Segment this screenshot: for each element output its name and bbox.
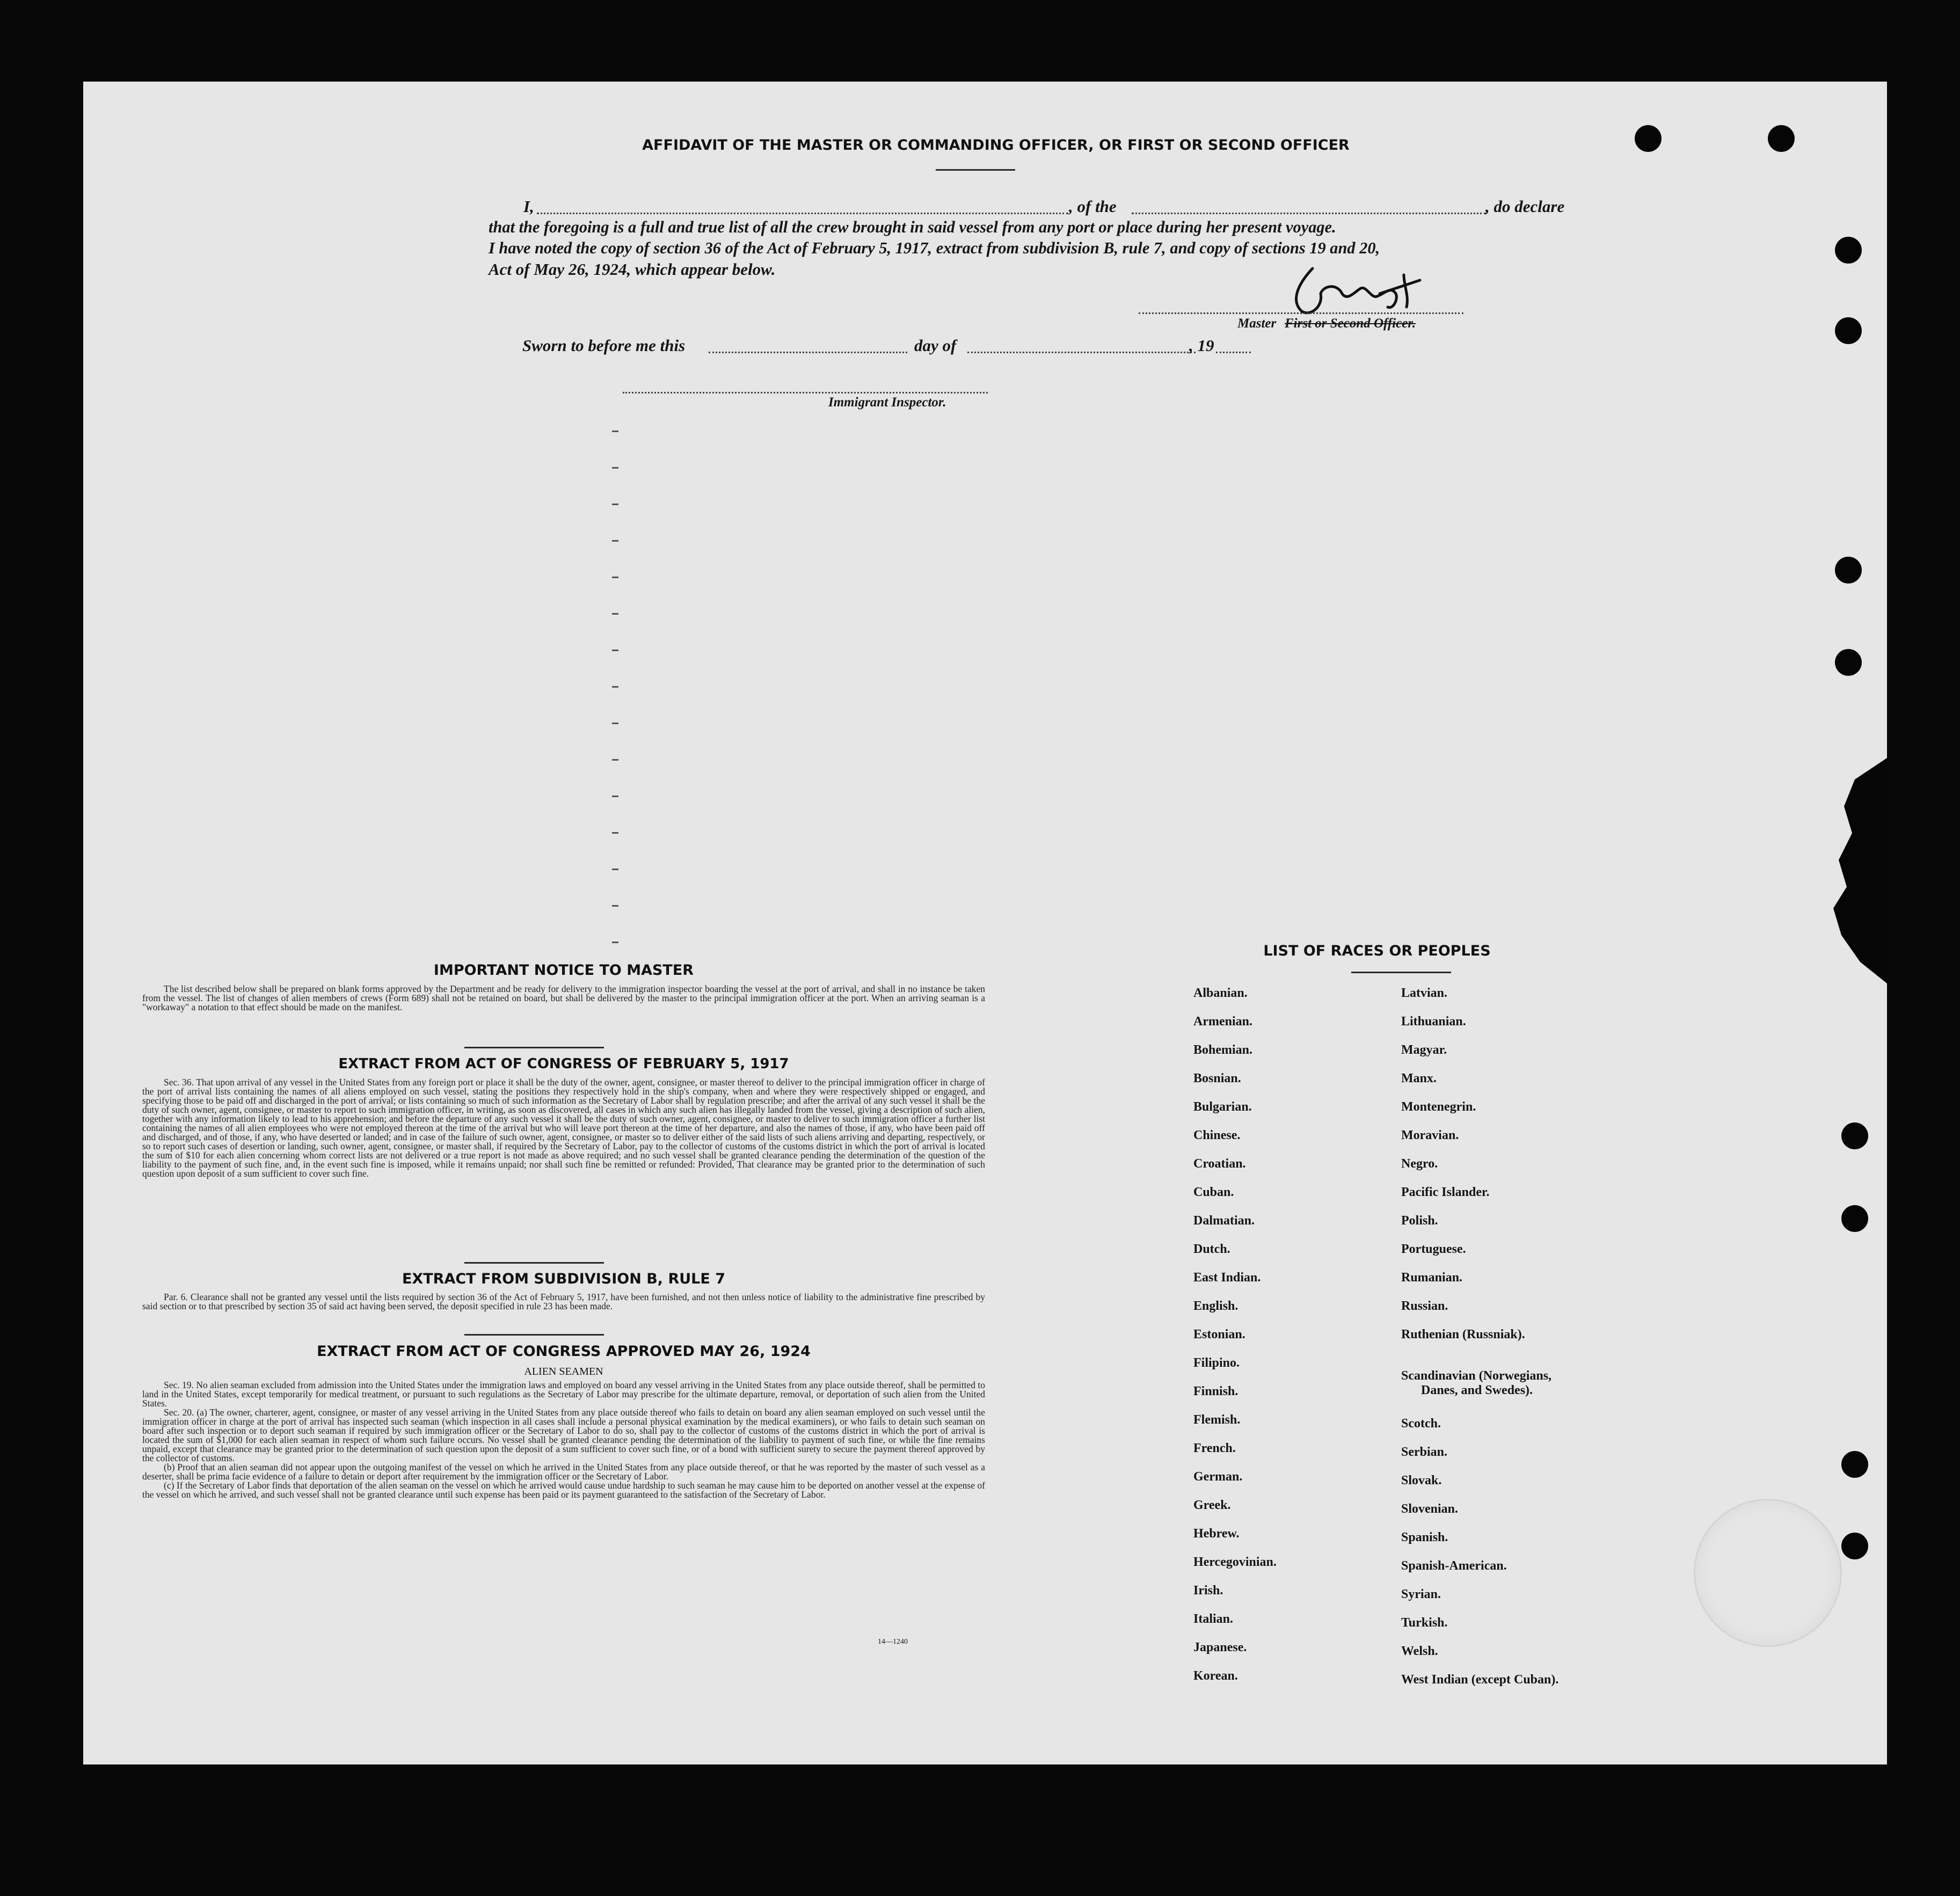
vessel-field[interactable] xyxy=(1132,213,1486,214)
inspector-signature-line xyxy=(623,392,988,393)
race-item: Spanish. xyxy=(1401,1530,1448,1544)
document-page xyxy=(83,82,1887,1764)
race-item: Croatian. xyxy=(1193,1157,1246,1171)
punch-hole xyxy=(1635,125,1662,152)
notice-paragraph: The list described below shall be prepared on blank forms approved by the Department and be ready for delivery to the immigration inspector boarding the vessel at the port of arrival, and shall in no instance be taken from the vessel. The list of changes of alien members of crews (Form 689) shall not be retained on board, but shall be delivered by the master to the principal immigration officer at the port. When an arriving seaman is a "workaway" a notation to that effect should be made on the manifest. xyxy=(142,983,985,1012)
punch-hole xyxy=(1835,649,1862,676)
margin-tick xyxy=(612,577,618,578)
punch-hole xyxy=(1835,237,1862,264)
punch-hole xyxy=(1835,317,1862,344)
extract-rule7-title: EXTRACT FROM SUBDIVISION B, RULE 7 xyxy=(402,1271,726,1287)
margin-tick xyxy=(612,942,618,943)
race-item: Scotch. xyxy=(1401,1417,1441,1431)
race-item: Scandinavian (Norwegians, xyxy=(1401,1369,1552,1383)
master-signature xyxy=(1243,264,1458,318)
margin-tick xyxy=(612,650,618,651)
section-36-paragraph: Sec. 36. That upon arrival of any vessel in the United States from any foreign port or place it shall be the duty of the owner, agent, consignee, or master thereof to deliver to the principal immigration officer in charge of the port of arrival lists containing the names of all aliens employed on such vessel, stating the positions they respectively hold in the ship's company, when and where they were respectively shipped or engaged, and specifying those to be paid off and discharged in the port of arrival; or lists containing so much of such information as the Secretary of Labor shall by regulation prescribe; and after the arrival of any such vessel it shall be the duty of such owner, agent, consignee, or master to report to such immigration officer, in writing, as soon as discovered, all cases in which any such alien has illegally landed from the vessel, giving a description of such alien, together with any information likely to lead to his apprehension; and before the departure of any such vessel it shall be the duty of such owner, agent, consignee, or master to deliver to such immigration officer a further list containing the names of all alien employees who were not employed thereon at the time of the arrival but who will leave port thereon at the time of her departure, and also the names of those, if any, who have been paid off and discharged, and of those, if any, who have deserted or landed; and in case of the failure of such owner, agent, consignee, or master so to deliver either of the said lists of such aliens arriving and departing, respectively, or so to report such cases of desertion or landing, such owner, agent, consignee, or master shall, if required by the Secretary of Labor, pay to the collector of customs of the customs district in which the port of arrival is located the sum of $10 for each alien concerning whom correct lists are not delivered or a true report is not made as above required; and no such vessel shall be granted clearance pending the determination of the question of the liability to the payment of such fine, and, in the event such fine is imposed, while it remains unpaid; nor shall such fine be remitted or refunded: Provided, That clearance may be granted prior to the determination of such question upon deposit of a sum sufficient to cover such fine. xyxy=(142,1077,985,1179)
race-item: Bulgarian. xyxy=(1193,1100,1252,1114)
margin-tick xyxy=(612,796,618,797)
race-item: French. xyxy=(1193,1441,1236,1455)
race-item: Montenegrin. xyxy=(1401,1100,1476,1114)
race-item: Pacific Islander. xyxy=(1401,1185,1490,1199)
margin-tick xyxy=(612,467,618,469)
race-item: Estonian. xyxy=(1193,1328,1245,1341)
race-item: Flemish. xyxy=(1193,1413,1241,1427)
punch-hole xyxy=(1835,557,1862,584)
signature-caption-struck: First or Second Officer. xyxy=(1285,316,1416,331)
extract-1917-title: EXTRACT FROM ACT OF CONGRESS OF FEBRUARY 5, 1917 xyxy=(338,1056,789,1072)
race-item: Slovenian. xyxy=(1401,1502,1459,1516)
alien-seamen-subtitle: ALIEN SEAMEN xyxy=(524,1366,603,1377)
race-item: Latvian. xyxy=(1401,986,1448,1000)
races-title: LIST OF RACES OR PEOPLES xyxy=(1263,943,1491,959)
race-item: Manx. xyxy=(1401,1071,1437,1085)
sworn-month-field[interactable] xyxy=(967,352,1196,353)
race-item: Bohemian. xyxy=(1193,1043,1253,1057)
race-item: Finnish. xyxy=(1193,1384,1238,1398)
signature-caption-master: Master xyxy=(1237,316,1277,331)
race-item: Korean. xyxy=(1193,1669,1238,1683)
margin-tick xyxy=(612,504,618,505)
notice-text xyxy=(142,985,985,1012)
race-item: Welsh. xyxy=(1401,1644,1438,1658)
form-number: 14—1240 xyxy=(878,1638,908,1646)
race-item: Dalmatian. xyxy=(1193,1214,1255,1228)
race-item: German. xyxy=(1193,1470,1243,1484)
race-item: West Indian (except Cuban). xyxy=(1401,1673,1559,1687)
divider xyxy=(464,1334,604,1336)
race-item: Hebrew. xyxy=(1193,1527,1240,1541)
margin-tick xyxy=(612,431,618,432)
extract-1924-text xyxy=(142,1381,985,1499)
race-item: Cuban. xyxy=(1193,1185,1234,1199)
divider xyxy=(464,1047,604,1048)
divider xyxy=(1351,972,1451,973)
embossed-seal xyxy=(1694,1499,1842,1647)
affidavit-line-1-mid: , of the xyxy=(1069,197,1117,216)
sworn-year-field[interactable] xyxy=(1216,352,1251,353)
affidavit-line-2: that the foregoing is a full and true list of all the crew brought in said vessel from any port or place during her present voyage. xyxy=(489,218,1336,236)
signature-line xyxy=(1139,312,1463,314)
margin-tick xyxy=(612,759,618,761)
race-item: Filipino. xyxy=(1193,1356,1240,1370)
race-item: Syrian. xyxy=(1401,1587,1441,1601)
race-item: Dutch. xyxy=(1193,1242,1230,1256)
sworn-day-label: day of xyxy=(914,336,957,355)
race-item: English. xyxy=(1193,1299,1238,1313)
affidavit-line-4: Act of May 26, 1924, which appear below. xyxy=(489,260,776,279)
margin-tick xyxy=(612,869,618,870)
race-item: Moravian. xyxy=(1401,1128,1459,1142)
race-item: Albanian. xyxy=(1193,986,1248,1000)
race-item: Japanese. xyxy=(1193,1640,1247,1654)
race-item: Chinese. xyxy=(1193,1128,1241,1142)
race-item: Polish. xyxy=(1401,1214,1438,1228)
sworn-year-label: , 19 xyxy=(1189,336,1214,355)
punch-hole xyxy=(1841,1205,1868,1232)
race-item: Rumanian. xyxy=(1401,1271,1463,1285)
notice-title: IMPORTANT NOTICE TO MASTER xyxy=(433,962,694,979)
divider xyxy=(936,169,1015,171)
race-item: Turkish. xyxy=(1401,1616,1448,1630)
race-item: Ruthenian (Russniak). xyxy=(1401,1328,1525,1341)
race-item: Armenian. xyxy=(1193,1015,1252,1029)
section-20c-paragraph: (c) If the Secretary of Labor finds that deportation of the alien seaman on the vessel on which he arrived would cause undue hardship to such seaman he may cause him to be deported on another vessel at the expense of the vessel on which he arrived, and such vessel shall not be granted clearance until such expense has been paid or its payment guaranteed to the satisfaction of the Secretary of Labor. xyxy=(142,1480,985,1500)
inspector-caption: Immigrant Inspector. xyxy=(828,395,946,410)
punch-hole xyxy=(1841,1122,1868,1149)
sworn-day-field[interactable] xyxy=(709,352,907,353)
margin-tick xyxy=(612,832,618,834)
name-field[interactable] xyxy=(537,213,1068,214)
margin-tick xyxy=(612,905,618,907)
margin-tick xyxy=(612,686,618,688)
race-item: Hercegovinian. xyxy=(1193,1555,1277,1569)
affidavit-line-1-suffix: , do declare xyxy=(1485,197,1565,216)
race-item: Bosnian. xyxy=(1193,1071,1241,1085)
punch-hole xyxy=(1841,1451,1868,1478)
race-item: Russian. xyxy=(1401,1299,1448,1313)
divider xyxy=(464,1262,604,1264)
race-item: Portuguese. xyxy=(1401,1242,1466,1256)
torn-edge xyxy=(1823,758,1887,983)
race-item: Slovak. xyxy=(1401,1474,1442,1487)
race-item: Spanish-American. xyxy=(1401,1559,1507,1573)
race-item: Irish. xyxy=(1193,1584,1223,1598)
punch-hole xyxy=(1768,125,1795,152)
margin-tick xyxy=(612,723,618,724)
sworn-prefix: Sworn to before me this xyxy=(522,336,686,355)
race-item: Italian. xyxy=(1193,1612,1234,1626)
section-19-paragraph: Sec. 19. No alien seaman excluded from admission into the United States under the immigration laws and employed on board any vessel arriving in the United States from any place outside thereof, shall be permitted to land in the United States, except temporarily for medical treatment, or pursuant to such regulations as the Secretary of Labor may prescribe for the ultimate departure, removal, or deportation of such alien from the United States. xyxy=(142,1380,985,1409)
race-item: Negro. xyxy=(1401,1157,1438,1171)
affidavit-title: AFFIDAVIT OF THE MASTER OR COMMANDING OFFICER, OR FIRST OR SECOND OFFICER xyxy=(642,137,1350,154)
race-item: East Indian. xyxy=(1193,1271,1261,1285)
margin-tick xyxy=(612,613,618,615)
race-item: Lithuanian. xyxy=(1401,1015,1466,1029)
race-item: Greek. xyxy=(1193,1498,1231,1512)
affidavit-line-3: I have noted the copy of section 36 of the Act of February 5, 1917, extract from subdivision B, rule 7, and copy of sections 19 and 20, xyxy=(489,239,1380,257)
rule7-paragraph: Par. 6. Clearance shall not be granted any vessel until the lists required by section 36 of the Act of February 5, 1917, have been furnished, and not then unless notice of liability to the administrative fine prescribed by said section or to that prescribed by section 35 of said act having been served, the deposit specified in rule 23 has been made. xyxy=(142,1292,985,1311)
race-item: Danes, and Swedes). xyxy=(1421,1383,1533,1397)
extract-1917-text xyxy=(142,1078,985,1178)
extract-1924-title: EXTRACT FROM ACT OF CONGRESS APPROVED MAY 26, 1924 xyxy=(317,1343,811,1360)
race-item: Serbian. xyxy=(1401,1445,1448,1459)
extract-rule7-text xyxy=(142,1293,985,1311)
punch-hole xyxy=(1841,1533,1868,1559)
affidavit-line-1-prefix: I, xyxy=(523,197,534,216)
section-20a-paragraph: Sec. 20. (a) The owner, charterer, agent, consignee, or master of any vessel arriving in the United States from any place outside thereof who fails to detain on board any alien seaman employed on such vessel until the immigration officer in charge at the port of arrival has inspected such seaman (which inspection in all cases shall include a personal physical examination by the medical examiners), or who fails to detain such seaman on board after such inspection or to deport such seaman if required by such immigration officer or the Secretary of Labor to do so, shall pay to the collector of customs of the customs district in which the port of arrival is located the sum of $1,000 for each alien seaman in respect of whom such failure occurs. No vessel shall be granted clearance pending the determination of the liability to payment of such fine, or while the fine remains unpaid, except that clearance may be granted prior to the determination of such question upon the deposit of a sum sufficient to cover such fine, or of a bond with sufficient surety to secure the payment thereof approved by the collector of customs. xyxy=(142,1407,985,1463)
margin-tick xyxy=(612,540,618,542)
race-item: Magyar. xyxy=(1401,1043,1447,1057)
section-20b-paragraph: (b) Proof that an alien seaman did not appear upon the outgoing manifest of the vessel on which he arrived in the United States from any place outside thereof, or that he was reported by the master of such vessel as a deserter, shall be prima facie evidence of a failure to detain or deport after requirement by the immigration officer or the Secretary of Labor. xyxy=(142,1462,985,1482)
